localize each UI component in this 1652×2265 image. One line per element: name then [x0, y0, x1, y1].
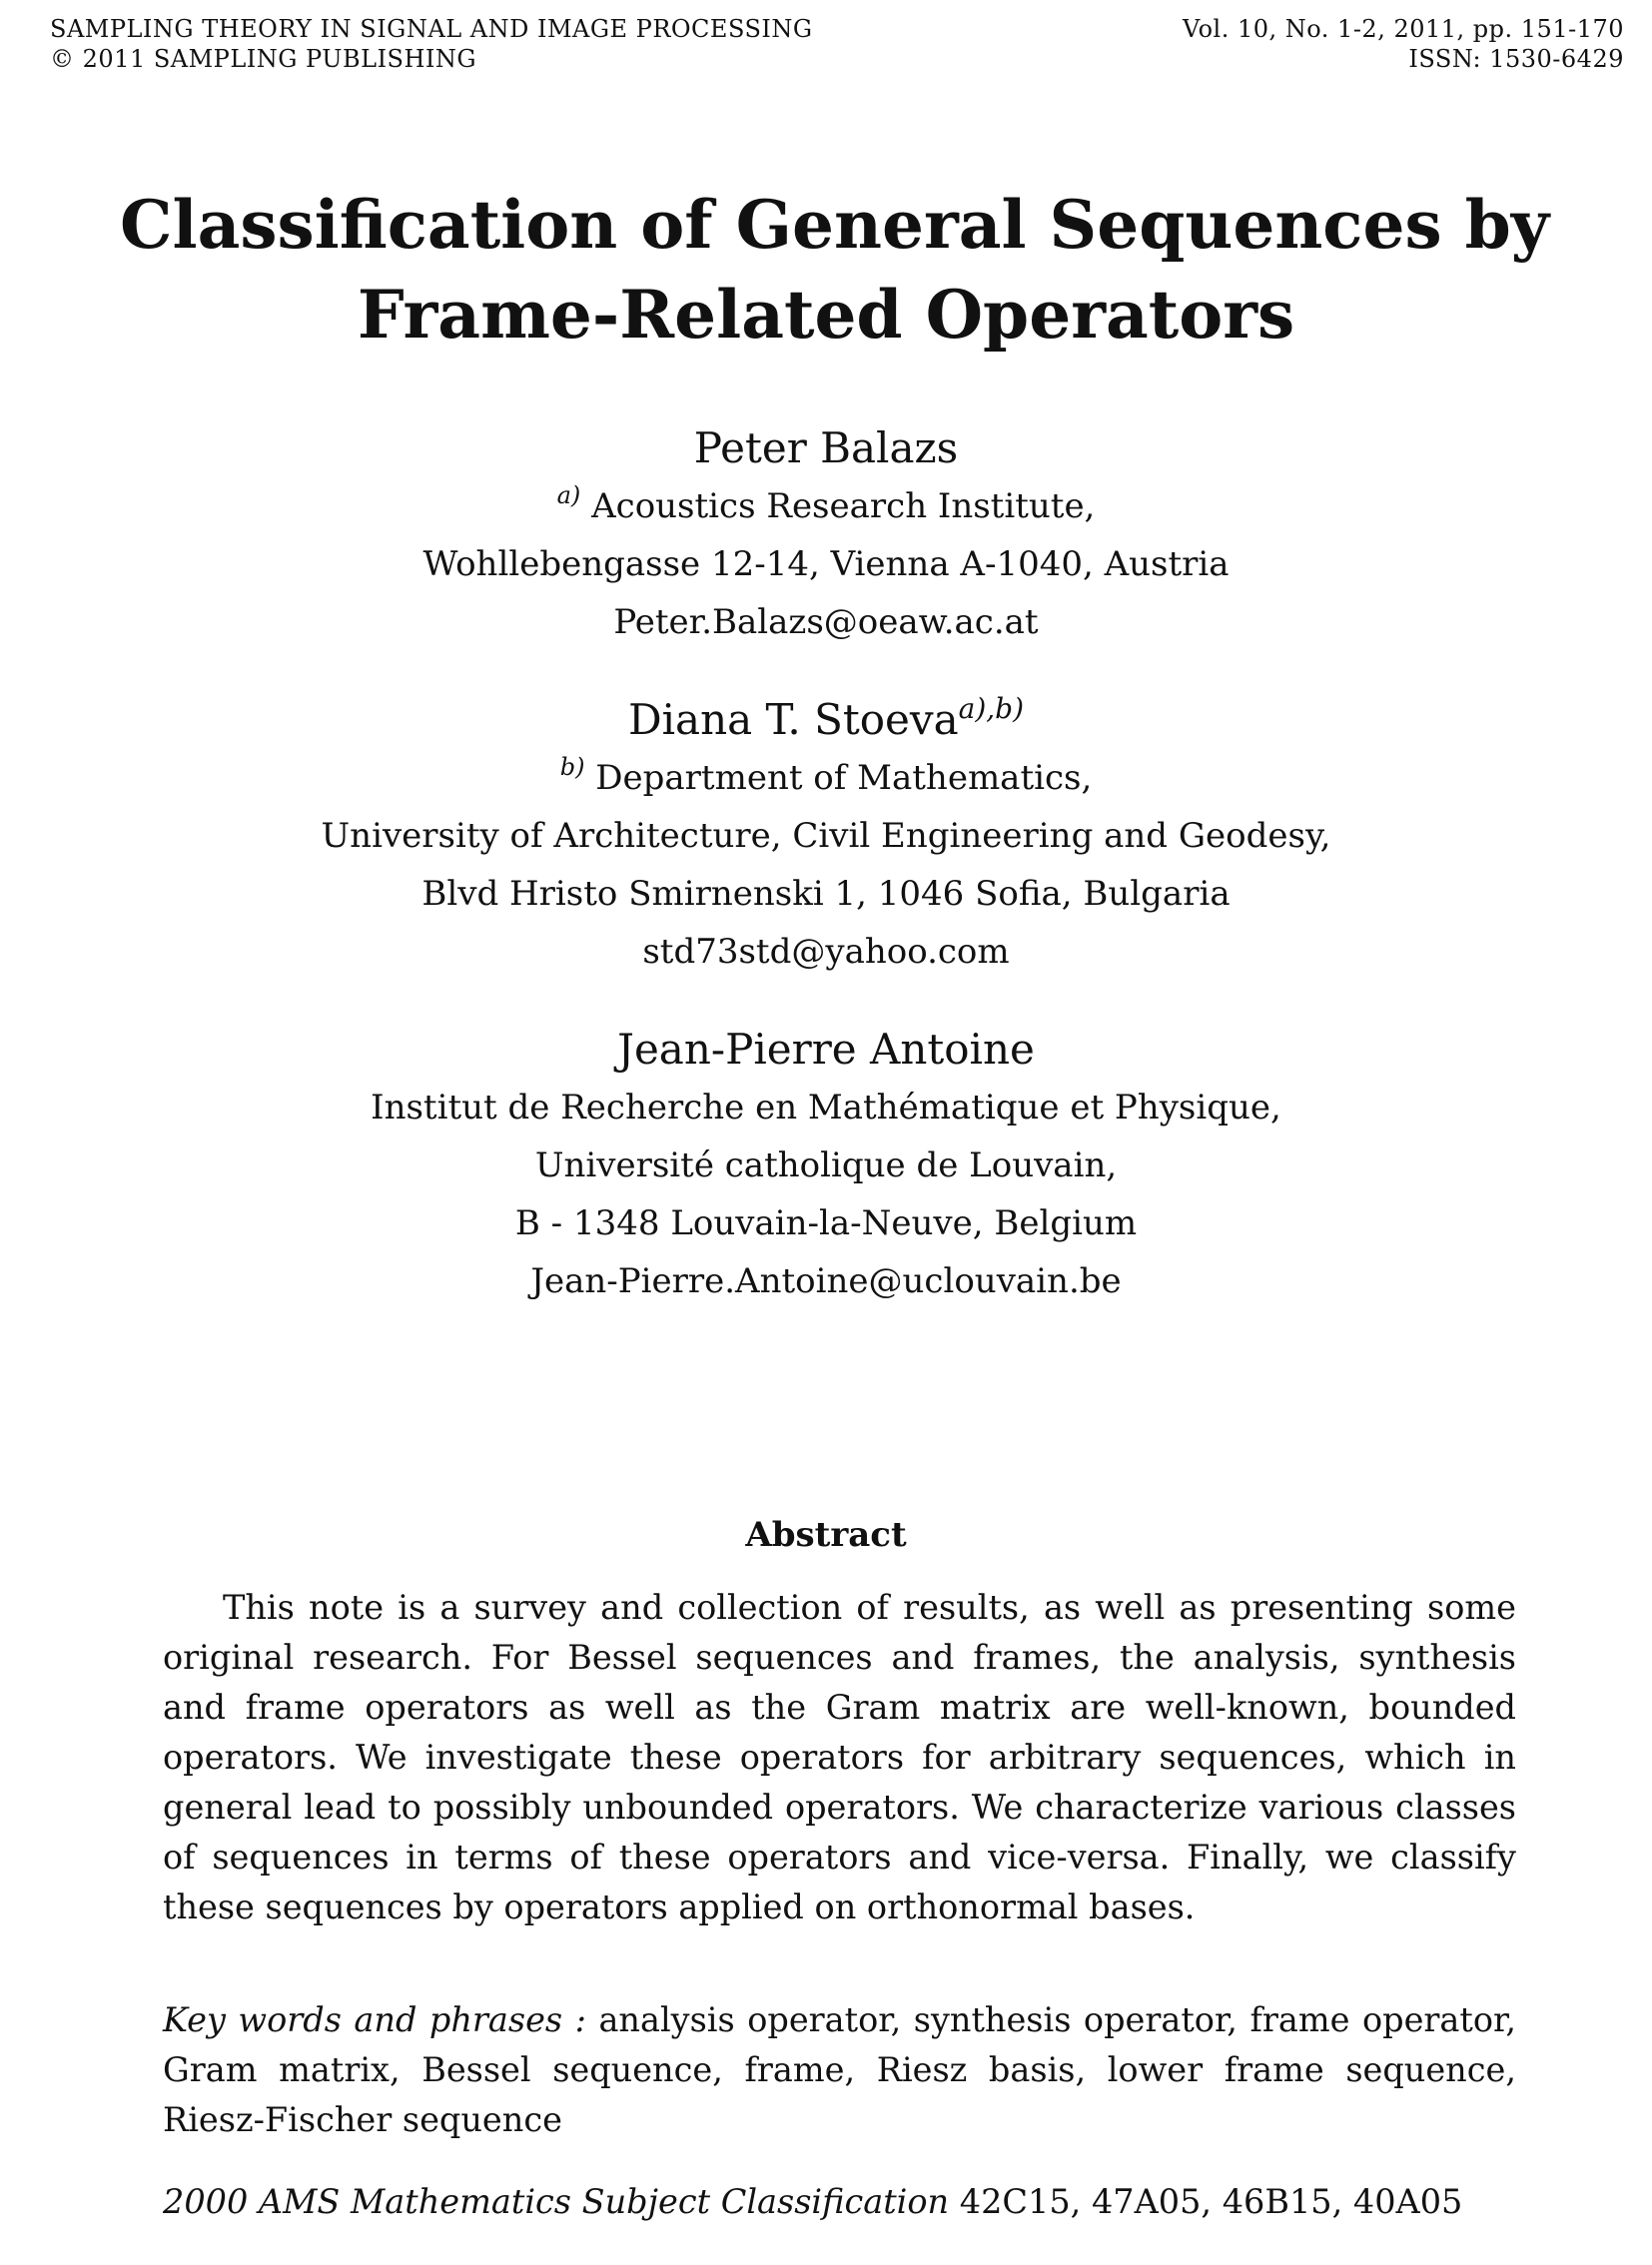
affiliation-line — [150, 1136, 1502, 1194]
header-left — [50, 14, 813, 74]
abstract-text: This note is a survey and collection of results, as well as presenting some original research. For Bessel sequences and frames, the analysis, synthesis and frame operators as well as the Gram matrix are well-known, bounded operators. We investigate these operators for arbitrary sequences, which in general lead to possibly unbounded operators. We characterize various classes of sequences in terms of these operators and vice-versa. Finally, we classify these sequences by operators applied on orthonormal bases. — [163, 1588, 1516, 1926]
author-name-text: Jean-Pierre Antoine — [617, 1025, 1035, 1074]
issn-info: ISSN: 1530-6429 — [1408, 45, 1624, 73]
author-2 — [150, 691, 1502, 981]
keywords-paragraph — [163, 1995, 1516, 2145]
journal-name: SAMPLING THEORY IN SIGNAL AND IMAGE PROCESSING — [50, 15, 813, 43]
author-3 — [150, 1021, 1502, 1310]
keywords-text: analysis operator, synthesis operator, frame operator, Gram matrix, Bessel sequence, frame, Riesz basis, lower frame sequence, Riesz-Fischer sequence — [163, 2000, 1516, 2139]
author-name — [150, 419, 1502, 477]
affiliation-text: Department of Mathematics, — [595, 758, 1093, 798]
affiliation-line — [150, 477, 1502, 535]
affiliation-text: B - 1348 Louvain-la-Neuve, Belgium — [514, 1203, 1138, 1243]
affiliation-line — [150, 807, 1502, 865]
affiliation-line — [150, 865, 1502, 923]
author-name — [150, 1021, 1502, 1079]
title-line-1: Classification of General Sequences by — [120, 186, 1550, 264]
ams-codes: 42C15, 47A05, 46B15, 40A05 — [959, 2182, 1463, 2221]
authors-block — [150, 419, 1502, 1350]
affiliation-text: University of Architecture, Civil Engineering and Geodesy, — [321, 816, 1331, 856]
affiliation-line — [150, 1194, 1502, 1252]
abstract-heading: Abstract — [745, 1515, 907, 1555]
author-email — [150, 923, 1502, 981]
paper-title — [120, 180, 1550, 360]
affiliation-line — [150, 1079, 1502, 1136]
affiliation-text: Wohllebengasse 12-14, Vienna A-1040, Austria — [422, 544, 1230, 584]
affiliation-marker: b) — [559, 753, 585, 781]
copyright-line: © 2011 SAMPLING PUBLISHING — [50, 45, 477, 73]
affiliation-line — [150, 749, 1502, 807]
email-text: Jean-Pierre.Antoine@uclouvain.be — [530, 1261, 1122, 1301]
volume-info: Vol. 10, No. 1-2, 2011, pp. 151-170 — [1182, 15, 1624, 43]
affiliation-text: Blvd Hristo Smirnenski 1, 1046 Sofia, Bulgaria — [421, 874, 1231, 914]
affiliation-text: Université catholique de Louvain, — [534, 1145, 1118, 1185]
author-email — [150, 593, 1502, 651]
email-text: std73std@yahoo.com — [642, 932, 1010, 972]
keywords-label: Key words and phrases : — [163, 2000, 586, 2039]
affiliation-line — [150, 535, 1502, 593]
affiliation-marker: a) — [556, 481, 581, 509]
header-right — [1183, 14, 1624, 74]
email-text: Peter.Balazs@oeaw.ac.at — [613, 602, 1039, 642]
author-1 — [150, 419, 1502, 651]
author-name — [150, 691, 1502, 749]
author-name-text: Diana T. Stoeva — [627, 695, 959, 744]
author-email — [150, 1252, 1502, 1310]
author-superscript: a),b) — [958, 692, 1025, 725]
ams-label: 2000 AMS Mathematics Subject Classification — [163, 2182, 950, 2221]
affiliation-text: Institut de Recherche en Mathématique et Physique, — [371, 1088, 1281, 1128]
title-line-2: Frame-Related Operators — [357, 276, 1295, 354]
ams-classification — [163, 2177, 1516, 2227]
affiliation-text: Acoustics Research Institute, — [591, 486, 1096, 526]
author-name-text: Peter Balazs — [693, 423, 959, 472]
